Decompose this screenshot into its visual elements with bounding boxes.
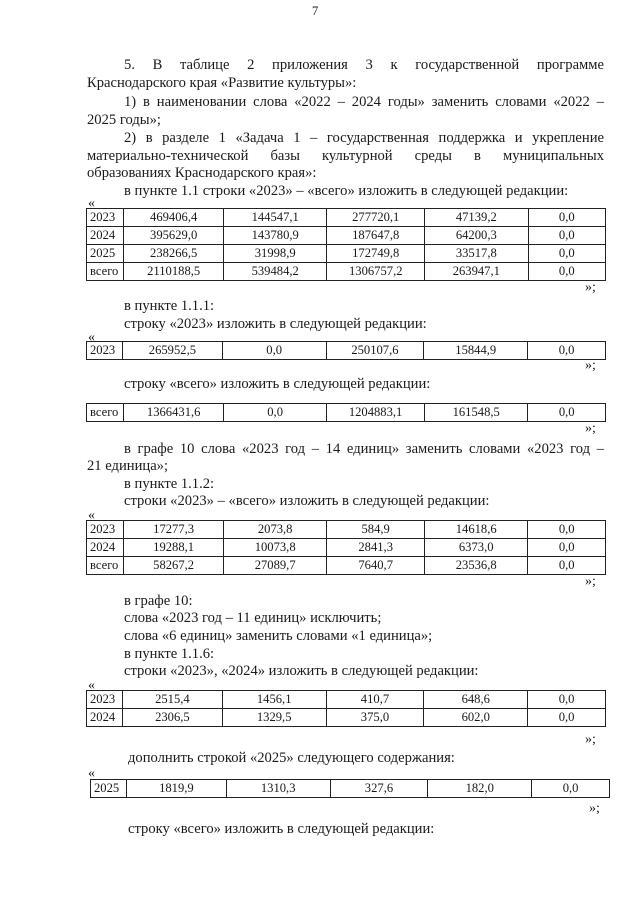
value-cell: 1204883,1 [327, 404, 425, 422]
value-cell: 0,0 [528, 209, 605, 227]
value-cell: 23536,8 [424, 557, 528, 575]
close-quote: »; [585, 574, 596, 589]
value-cell: 19288,1 [124, 539, 224, 557]
value-cell: 2110188,5 [124, 263, 224, 281]
column-10-exclude: слова «2023 год – 11 единиц» исключить; [124, 610, 382, 626]
table-row-2025 [90, 779, 610, 798]
row-label-cell: всего [87, 404, 124, 422]
value-cell: 0,0 [528, 245, 605, 263]
value-cell: 0,0 [528, 521, 606, 539]
value-cell: 2841,3 [327, 539, 425, 557]
value-cell: 0,0 [222, 342, 326, 360]
open-quote: « [88, 508, 95, 523]
value-cell: 277720,1 [327, 209, 425, 227]
column-10-title: в графе 10: [124, 593, 193, 609]
value-cell: 6373,0 [424, 539, 528, 557]
row-label-cell: всего [87, 263, 124, 281]
table-point-1-1-2 [86, 520, 606, 575]
value-cell: 7640,7 [327, 557, 425, 575]
row-label-cell: 2023 [87, 209, 124, 227]
open-quote: « [88, 196, 95, 211]
value-cell: 469406,4 [124, 209, 224, 227]
value-cell: 1306757,2 [327, 263, 425, 281]
value-cell: 648,6 [424, 691, 528, 709]
item-2-line-2: материально-технической базы культурной среды в муниципальных [87, 148, 604, 164]
open-quote: « [88, 766, 95, 781]
table-row [87, 539, 606, 557]
table-row [87, 709, 606, 727]
value-cell: 265952,5 [122, 342, 222, 360]
value-cell: 0,0 [528, 709, 606, 727]
row-label-cell: 2023 [87, 342, 123, 360]
value-cell: 0,0 [528, 539, 606, 557]
row-label-cell: 2023 [87, 691, 123, 709]
row-label-cell: всего [87, 557, 124, 575]
value-cell: 2306,5 [122, 709, 222, 727]
close-quote: »; [585, 358, 596, 373]
value-cell: 0,0 [528, 404, 606, 422]
value-cell: 144547,1 [223, 209, 326, 227]
point-1-1-6-intro: строки «2023», «2024» изложить в следующей редакции: [124, 663, 479, 679]
value-cell: 1366431,6 [124, 404, 224, 422]
row-label-cell: 2024 [87, 539, 124, 557]
value-cell: 250107,6 [326, 342, 424, 360]
value-cell: 31998,9 [223, 245, 326, 263]
column-10-change-line-2: 21 единица»; [87, 458, 169, 474]
paragraph-5-line-1: 5. В таблице 2 приложения 3 к государственной программе [124, 57, 604, 73]
value-cell: 0,0 [532, 780, 610, 798]
value-cell: 539484,2 [223, 263, 326, 281]
value-cell: 395629,0 [124, 227, 224, 245]
item-1-line-2: 2025 годы»; [87, 112, 161, 128]
table-point-1-1-1-total [86, 403, 606, 422]
value-cell: 584,9 [327, 521, 425, 539]
value-cell: 1819,9 [126, 780, 226, 798]
value-cell: 161548,5 [424, 404, 528, 422]
table-row [87, 342, 606, 360]
table-row [87, 557, 606, 575]
table-point-1-1 [86, 208, 606, 281]
point-1-1-1-title: в пункте 1.1.1: [124, 298, 215, 314]
table-row [87, 263, 606, 281]
value-cell: 17277,3 [124, 521, 224, 539]
value-cell: 27089,7 [223, 557, 327, 575]
value-cell: 14618,6 [424, 521, 528, 539]
table-row [87, 691, 606, 709]
column-10-change-line-1: в графе 10 слова «2023 год – 14 единиц» заменить словами «2023 год – [124, 441, 604, 457]
close-quote: »; [589, 801, 600, 816]
value-cell: 0,0 [528, 342, 606, 360]
row-label-cell: 2025 [87, 245, 124, 263]
value-cell: 1329,5 [222, 709, 326, 727]
item-2-line-1: 2) в разделе 1 «Задача 1 – государственная поддержка и укрепление [124, 130, 604, 146]
value-cell: 1310,3 [226, 780, 330, 798]
table-row [87, 209, 606, 227]
value-cell: 0,0 [528, 227, 605, 245]
point-1-1-6-title: в пункте 1.1.6: [124, 646, 215, 662]
table-point-1-1-1-row-2023 [86, 341, 606, 360]
value-cell: 375,0 [326, 709, 424, 727]
value-cell: 0,0 [528, 557, 606, 575]
point-1-1-intro: в пункте 1.1 строки «2023» – «всего» изложить в следующей редакции: [124, 183, 569, 199]
table-row [91, 780, 610, 798]
table-row [87, 245, 606, 263]
total-row-intro: строку «всего» изложить в следующей редакции: [128, 821, 435, 837]
add-2025-intro: дополнить строкой «2025» следующего содержания: [128, 750, 455, 766]
item-1-line-1: 1) в наименовании слова «2022 – 2024 годы» заменить словами «2022 – [124, 94, 604, 110]
point-1-1-2-title: в пункте 1.1.2: [124, 476, 215, 492]
table-row [87, 521, 606, 539]
point-1-1-1-row-2023-intro: строку «2023» изложить в следующей редакции: [124, 316, 427, 332]
row-label-cell: 2024 [87, 227, 124, 245]
value-cell: 182,0 [428, 780, 532, 798]
table-row [87, 227, 606, 245]
close-quote: »; [585, 421, 596, 436]
value-cell: 10073,8 [223, 539, 327, 557]
page-number: 7 [312, 4, 319, 18]
row-label-cell: 2023 [87, 521, 124, 539]
item-2-line-3: образованиях Краснодарского края»: [87, 165, 317, 181]
value-cell: 327,6 [330, 780, 428, 798]
close-quote: »; [585, 280, 596, 295]
value-cell: 0,0 [528, 263, 605, 281]
table-point-1-1-6 [86, 690, 606, 727]
point-1-1-2-intro: строки «2023» – «всего» изложить в следующей редакции: [124, 493, 490, 509]
value-cell: 47139,2 [425, 209, 528, 227]
value-cell: 64200,3 [425, 227, 528, 245]
column-10-replace: слова «6 единиц» заменить словами «1 единица»; [124, 628, 433, 644]
value-cell: 33517,8 [425, 245, 528, 263]
row-label-cell: 2024 [87, 709, 123, 727]
close-quote: »; [585, 732, 596, 747]
table-row [87, 404, 606, 422]
value-cell: 238266,5 [124, 245, 224, 263]
open-quote: « [88, 330, 95, 345]
point-1-1-1-total-intro: строку «всего» изложить в следующей редакции: [124, 376, 431, 392]
value-cell: 172749,8 [327, 245, 425, 263]
value-cell: 58267,2 [124, 557, 224, 575]
row-label-cell: 2025 [91, 780, 127, 798]
value-cell: 2073,8 [223, 521, 327, 539]
paragraph-5-line-2: Краснодарского края «Развитие культуры»: [87, 75, 357, 91]
value-cell: 410,7 [326, 691, 424, 709]
value-cell: 1456,1 [222, 691, 326, 709]
value-cell: 0,0 [528, 691, 606, 709]
value-cell: 143780,9 [223, 227, 326, 245]
value-cell: 263947,1 [425, 263, 528, 281]
value-cell: 0,0 [224, 404, 327, 422]
open-quote: « [88, 678, 95, 693]
value-cell: 15844,9 [424, 342, 528, 360]
value-cell: 2515,4 [122, 691, 222, 709]
value-cell: 602,0 [424, 709, 528, 727]
value-cell: 187647,8 [327, 227, 425, 245]
